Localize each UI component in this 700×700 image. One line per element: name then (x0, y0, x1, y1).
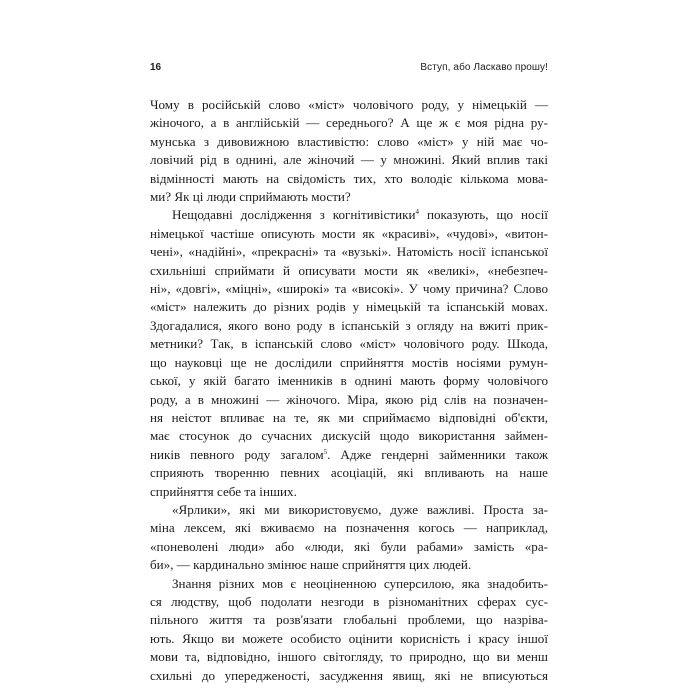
text-line: ловічий рід в однині, але жіночий — у множині. Який вплив такі (150, 152, 548, 168)
text-line: би», — кардинально змінює наше сприйняття цих людей. (150, 557, 472, 573)
footnote-marker: 5 (323, 447, 328, 456)
text-line: ся людству, щоб подолати незгоди в різноманітних сферах сус- (150, 593, 548, 609)
running-head: Вступ, або Ласкаво прошу! (420, 62, 548, 73)
text-line: пільного життя та розв'язати глобальні проблеми, що назріва- (150, 612, 548, 628)
text-line: мунська з дивовижною властивістю: слово «міст» у ній має чо- (150, 133, 548, 149)
text-line: Здогадалися, якого воно роду в іспанській з огляду на вжиті прик- (150, 317, 548, 333)
text-line: мови та, відповідно, іншого світогляду, то природно, що ви менш (150, 649, 548, 665)
text-line: ють. Якщо ви можете особисто оцінити корисність і красу іншої (150, 630, 548, 646)
paragraph-4 (150, 575, 548, 685)
text-line: німецької частіше описують мости як «красиві», «чудові», «витон- (150, 225, 548, 241)
text-line: міна лексем, які вживаємо на позначення когось — наприклад, (150, 520, 548, 536)
text-segment: . Адже гендерні займенники також (327, 446, 548, 462)
paragraph-2 (150, 206, 548, 501)
text-line: «Ярлики», які ми використовуємо, дуже важливі. Проста за- (172, 501, 548, 517)
text-line: «міст» належить до різних родів у німецькій та іспанській мовах. (150, 299, 548, 315)
text-segment: показують, що носії (418, 207, 548, 223)
text-line: ської, у якій багато іменників в однині мають форму чоловічого (150, 373, 548, 389)
text-line: сприяють творенню певних асоціацій, які впливають на наше (150, 465, 548, 481)
text-line: сприйняття себе та інших. (150, 483, 297, 499)
text-line: Знання різних мов є неоціненною суперсилою, яка знадобить- (172, 575, 548, 591)
text-line: ми? Як ці люди сприймають мости? (150, 189, 351, 205)
text-line: ня неістот впливає на те, як ми сприймаємо відповідні об'єкти, (150, 409, 548, 425)
text-line: метники? Так, в іспанській слово «міст» чоловічого роду. Шкода, (150, 336, 548, 352)
text-line: чені», «надійні», «прекрасні» та «вузькі». Натомість носії іспанської (150, 244, 548, 260)
page-header (150, 62, 548, 78)
paragraph-3 (150, 501, 548, 575)
text-line: має стосунок до сучасних дискусій щодо використання займен- (150, 428, 548, 444)
text-line: роду, а в множині — жіночого. Міра, якою рід слів на позначен- (150, 391, 548, 407)
text-line: схильні до упередженості, засудження явищ, які не вписуються (150, 667, 548, 683)
text-line: що науковці ще не дослідили сприйняття мостів носіями румун- (150, 354, 548, 370)
text-segment: ників певного роду загалом (150, 446, 324, 462)
text-segment: Нещодавні дослідження з когнітивістики (172, 207, 416, 223)
text-line: «поневолені люди» або «люди, які були рабами» замість «ра- (150, 538, 548, 554)
page-number: 16 (150, 62, 162, 73)
text-line: жіночого, а в англійській — середнього? А ще ж є моя рідна ру- (150, 115, 548, 131)
text-line: ні», «довгі», «міцні», «широкі» та «високі». У чому причина? Слово (150, 281, 548, 297)
footnote-marker: 4 (415, 208, 419, 217)
book-page (150, 62, 548, 685)
text-line: Чому в російській слово «міст» чоловічого роду, у німецькій — (150, 97, 548, 112)
text-line (150, 206, 548, 224)
paragraph-1 (150, 96, 548, 206)
text-line (150, 446, 548, 464)
text-line: схильніші сприймати й описувати мости як «великі», «небезпеч- (150, 262, 548, 278)
text-line: відмінності мають на свідомість тих, хто володіє кількома мова- (150, 170, 548, 186)
body-text (150, 96, 548, 685)
